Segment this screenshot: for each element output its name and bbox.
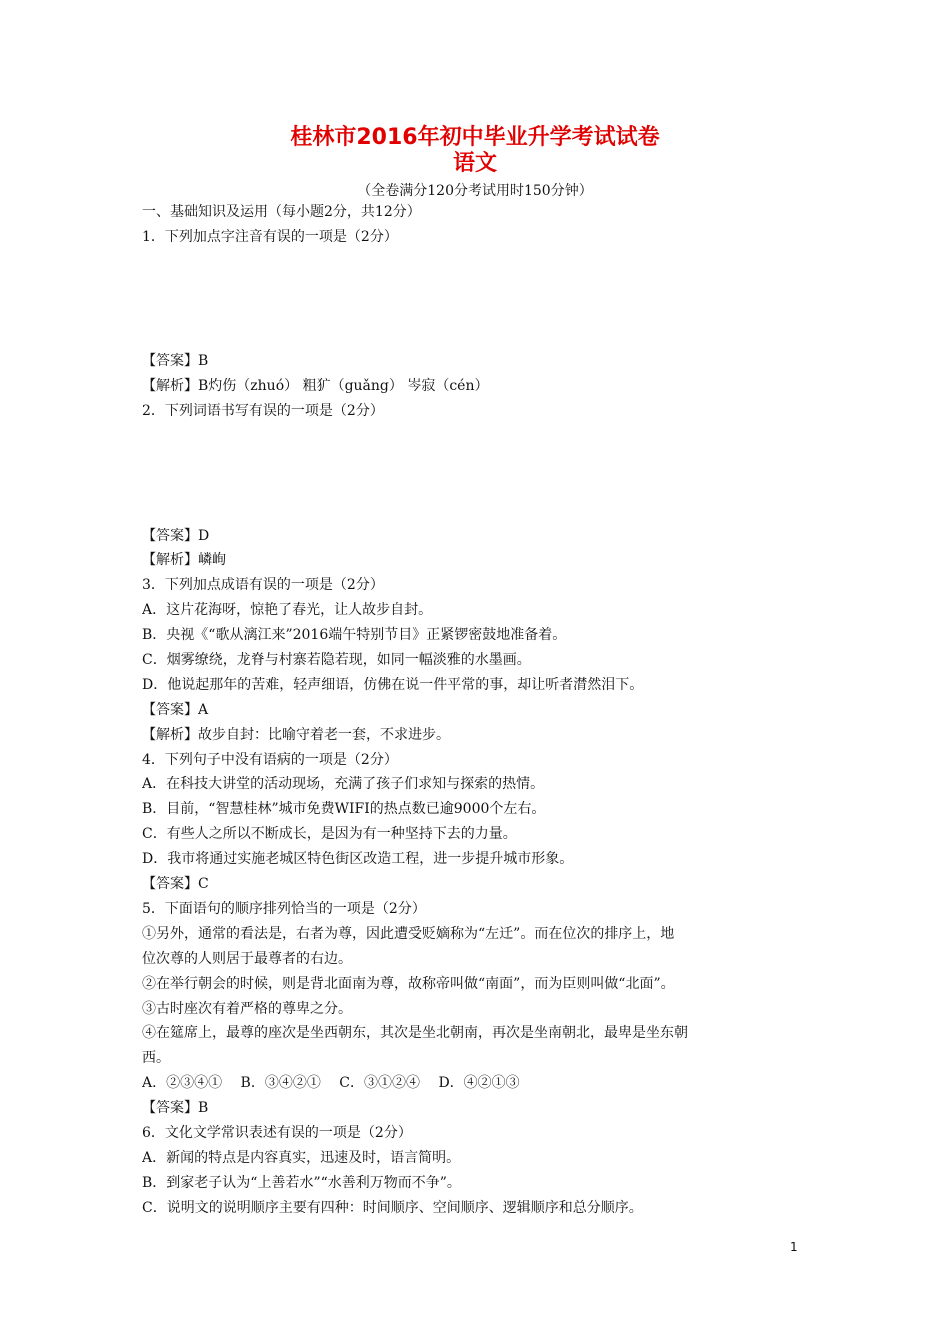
question-3-answer: 【答案】A: [142, 701, 209, 718]
question-1-answer: 【答案】B: [142, 353, 209, 370]
question-5-sentence-line: 西。: [142, 1050, 170, 1067]
question-1-option-d: [142, 324, 812, 349]
question-3-option-b: B．央视《“歌从漓江来”2016端午特别节目》正紧锣密鼓地准备着。: [142, 627, 567, 644]
question-4-option-b: B．目前，“智慧桂林”城市免费WIFI的热点数已逾9000个左右。: [142, 801, 546, 818]
question-5-options: A．②③④① B．③④②① C．③①②④ D．④②①③: [142, 1075, 520, 1092]
question-2-stem: 2．下列词语书写有误的一项是（2分）: [142, 403, 384, 420]
question-2-answer: 【答案】D: [142, 527, 210, 544]
question-5-sentence-line: 位次尊的人则居于最尊者的右边。: [142, 950, 352, 967]
question-4-option-d: D．我市将通过实施老城区特色街区改造工程，进一步提升城市形象。: [142, 851, 574, 868]
question-3-analysis: 【解析】故步自封：比喻守着老一套，不求进步。: [142, 726, 450, 743]
question-5-sentence-line: ③古时座次有着严格的尊卑之分。: [142, 1000, 352, 1017]
question-5-sentence-line: ①另外，通常的看法是，右者为尊，因此遭受贬嫡称为“左迁”。而在位次的排序上，地: [142, 925, 675, 942]
exam-content: [142, 200, 812, 1221]
question-4-answer: 【答案】C: [142, 876, 209, 893]
question-4-option-a: A．在科技大讲堂的活动现场，充满了孩子们求知与探索的热情。: [142, 776, 545, 793]
question-2-option-b: [142, 449, 812, 474]
exam-subject: 语文: [452, 151, 497, 176]
question-6-stem: 6．文化文学常识表述有误的一项是（2分）: [142, 1124, 412, 1141]
question-1-option-a: [142, 250, 812, 275]
question-1-option-b: [142, 275, 812, 300]
question-5-sentence-line: ④在筵席上，最尊的座次是坐西朝东，其次是坐北朝南，再次是坐南朝北，最卑是坐东朝: [142, 1025, 688, 1042]
question-3-option-c: C．烟雾缭绕，龙脊与村寨若隐若现，如同一幅淡雅的水墨画。: [142, 652, 531, 669]
question-6-option-b: B．到家老子认为“上善若水”“水善利万物而不争”。: [142, 1174, 461, 1191]
question-5-stem: 5．下面语句的顺序排列恰当的一项是（2分）: [142, 900, 426, 917]
question-1-analysis: 【解析】B灼伤（zhuó） 粗犷（guǎng） 岑寂（cén）: [142, 378, 489, 395]
question-6-option-a: A．新闻的特点是内容真实，迅速及时，语言简明。: [142, 1149, 461, 1166]
question-2-option-a: [142, 424, 812, 449]
question-3-stem: 3．下列加点成语有误的一项是（2分）: [142, 577, 384, 594]
question-3-option-d: D．他说起那年的苦难，轻声细语，仿佛在说一件平常的事，却让听者潸然泪下。: [142, 676, 644, 693]
question-5-sentence-line: ②在举行朝会的时候，则是背北面南为尊，故称帝叫做“南面”，而为臣则叫做“北面”。: [142, 975, 675, 992]
question-2-option-d: [142, 499, 812, 524]
page-number: 1: [790, 1240, 798, 1254]
section-heading: 一、基础知识及运用（每小题2分，共12分）: [142, 204, 421, 220]
question-5-answer: 【答案】B: [142, 1100, 209, 1117]
question-6-option-c: C．说明文的说明顺序主要有四种：时间顺序、空间顺序、逻辑顺序和总分顺序。: [142, 1199, 643, 1216]
exam-title: 桂林市2016年初中毕业升学考试试卷: [290, 125, 660, 150]
question-1-option-c: [142, 300, 812, 325]
question-2-option-c: [142, 474, 812, 499]
question-2-analysis: 【解析】嶙峋: [142, 552, 226, 569]
question-1-stem: 1．下列加点字注音有误的一项是（2分）: [142, 228, 398, 245]
question-4-option-c: C．有些人之所以不断成长，是因为有一种坚持下去的力量。: [142, 826, 517, 843]
question-4-stem: 4．下列句子中没有语病的一项是（2分）: [142, 751, 398, 768]
exam-note: （全卷满分120分考试用时150分钟）: [357, 183, 593, 199]
question-3-option-a: A．这片花海呀，惊艳了春光，让人故步自封。: [142, 602, 433, 619]
